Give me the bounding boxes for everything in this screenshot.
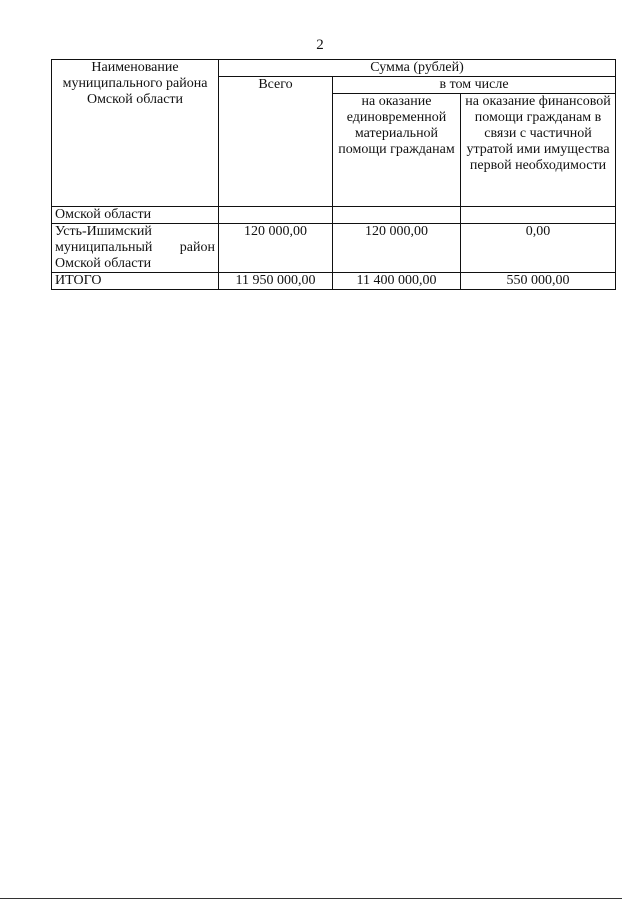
row-one-time-aid: 11 400 000,00 — [333, 273, 461, 290]
row-total: 11 950 000,00 — [219, 273, 333, 290]
row-one-time-aid: 120 000,00 — [333, 224, 461, 273]
row-total-label: ИТОГО — [52, 273, 219, 290]
page-bottom-rule — [0, 898, 622, 899]
header-total-column: Всего — [219, 77, 333, 207]
row-total: 120 000,00 — [219, 224, 333, 273]
table-row — [52, 207, 616, 224]
row-financial-aid: 550 000,00 — [461, 273, 616, 290]
page-number: 2 — [316, 37, 324, 53]
header-including: в том числе — [333, 77, 616, 94]
header-row-1 — [52, 60, 616, 77]
row-financial-aid: 0,00 — [461, 224, 616, 273]
header-sum-group: Сумма (рублей) — [219, 60, 616, 77]
header-financial-aid-column: на оказание финансовой помощи гражданам в связи с частичной утратой ими имущества первой необходимости — [461, 94, 616, 207]
row-financial-aid — [461, 207, 616, 224]
header-one-time-aid-column: на оказание единовременной материальной помощи гражданам — [333, 94, 461, 207]
row-one-time-aid — [333, 207, 461, 224]
row-district-name: Усть-Ишимский муниципальный район Омской области — [52, 224, 219, 273]
table-row — [52, 224, 616, 273]
header-name-column: Наименование муниципального района Омской области — [52, 60, 219, 207]
row-total — [219, 207, 333, 224]
table-row-total — [52, 273, 616, 290]
row-district-name: Омской области — [52, 207, 219, 224]
budget-table — [51, 59, 616, 290]
